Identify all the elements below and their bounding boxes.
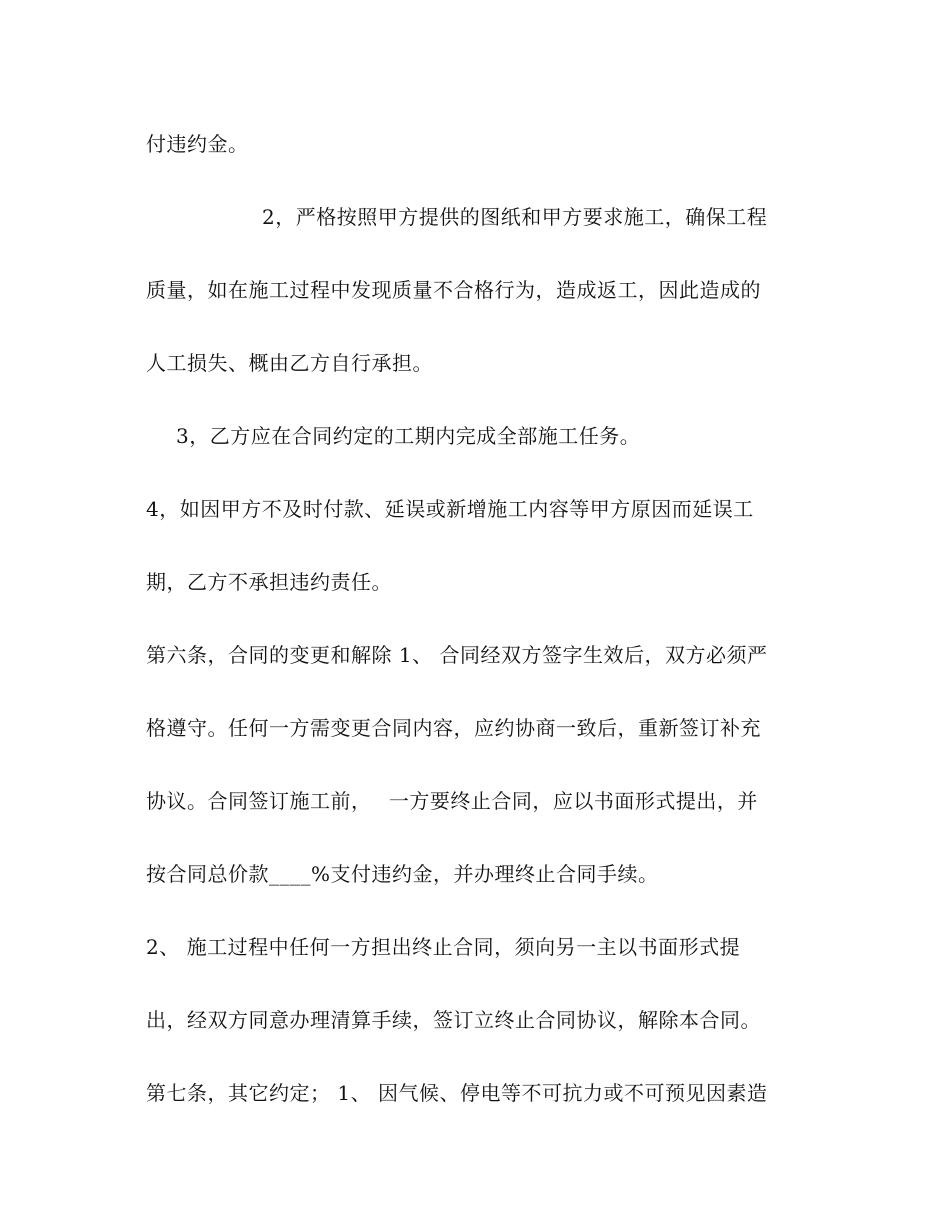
paragraph-line: 第六条，合同的变更和解除 1、 合同经双方签字生效后，双方必须严 (146, 643, 768, 667)
paragraph-line: 4，如因甲方不及时付款、延误或新增施工内容等甲方原因而延误工 (146, 497, 754, 521)
paragraph-line: 3，乙方应在合同约定的工期内完成全部施工任务。 (176, 424, 641, 448)
paragraph-line: 2，严格按照甲方提供的图纸和甲方要求施工，确保工程 (262, 205, 768, 229)
paragraph-line: 质量，如在施工过程中发现质量不合格行为，造成返工，因此造成的 (146, 278, 761, 302)
paragraph-line: 协议。合同签订施工前， 一方要终止合同，应以书面形式提出，并 (146, 789, 758, 813)
paragraph-line: 期，乙方不承担违约责任。 (146, 570, 392, 594)
paragraph-line: 2、 施工过程中任何一方担出终止合同，须向另一主以书面形式提 (146, 935, 741, 959)
paragraph-line: 第七条，其它约定； 1、 因气候、停电等不可抗力或不可预见因素造 (146, 1081, 768, 1105)
paragraph-line: 人工损失、概由乙方自行承担。 (146, 351, 433, 375)
paragraph-line: 格遵守。任何一方需变更合同内容，应约协商一致后，重新签订补充 (146, 716, 761, 740)
paragraph-line: 付违约金。 (146, 132, 249, 156)
paragraph-line: 按合同总价款____%支付违约金，并办理终止合同手续。 (146, 862, 659, 886)
paragraph-line: 出，经双方同意办理清算手续，签订立终止合同协议，解除本合同。 (146, 1008, 761, 1032)
